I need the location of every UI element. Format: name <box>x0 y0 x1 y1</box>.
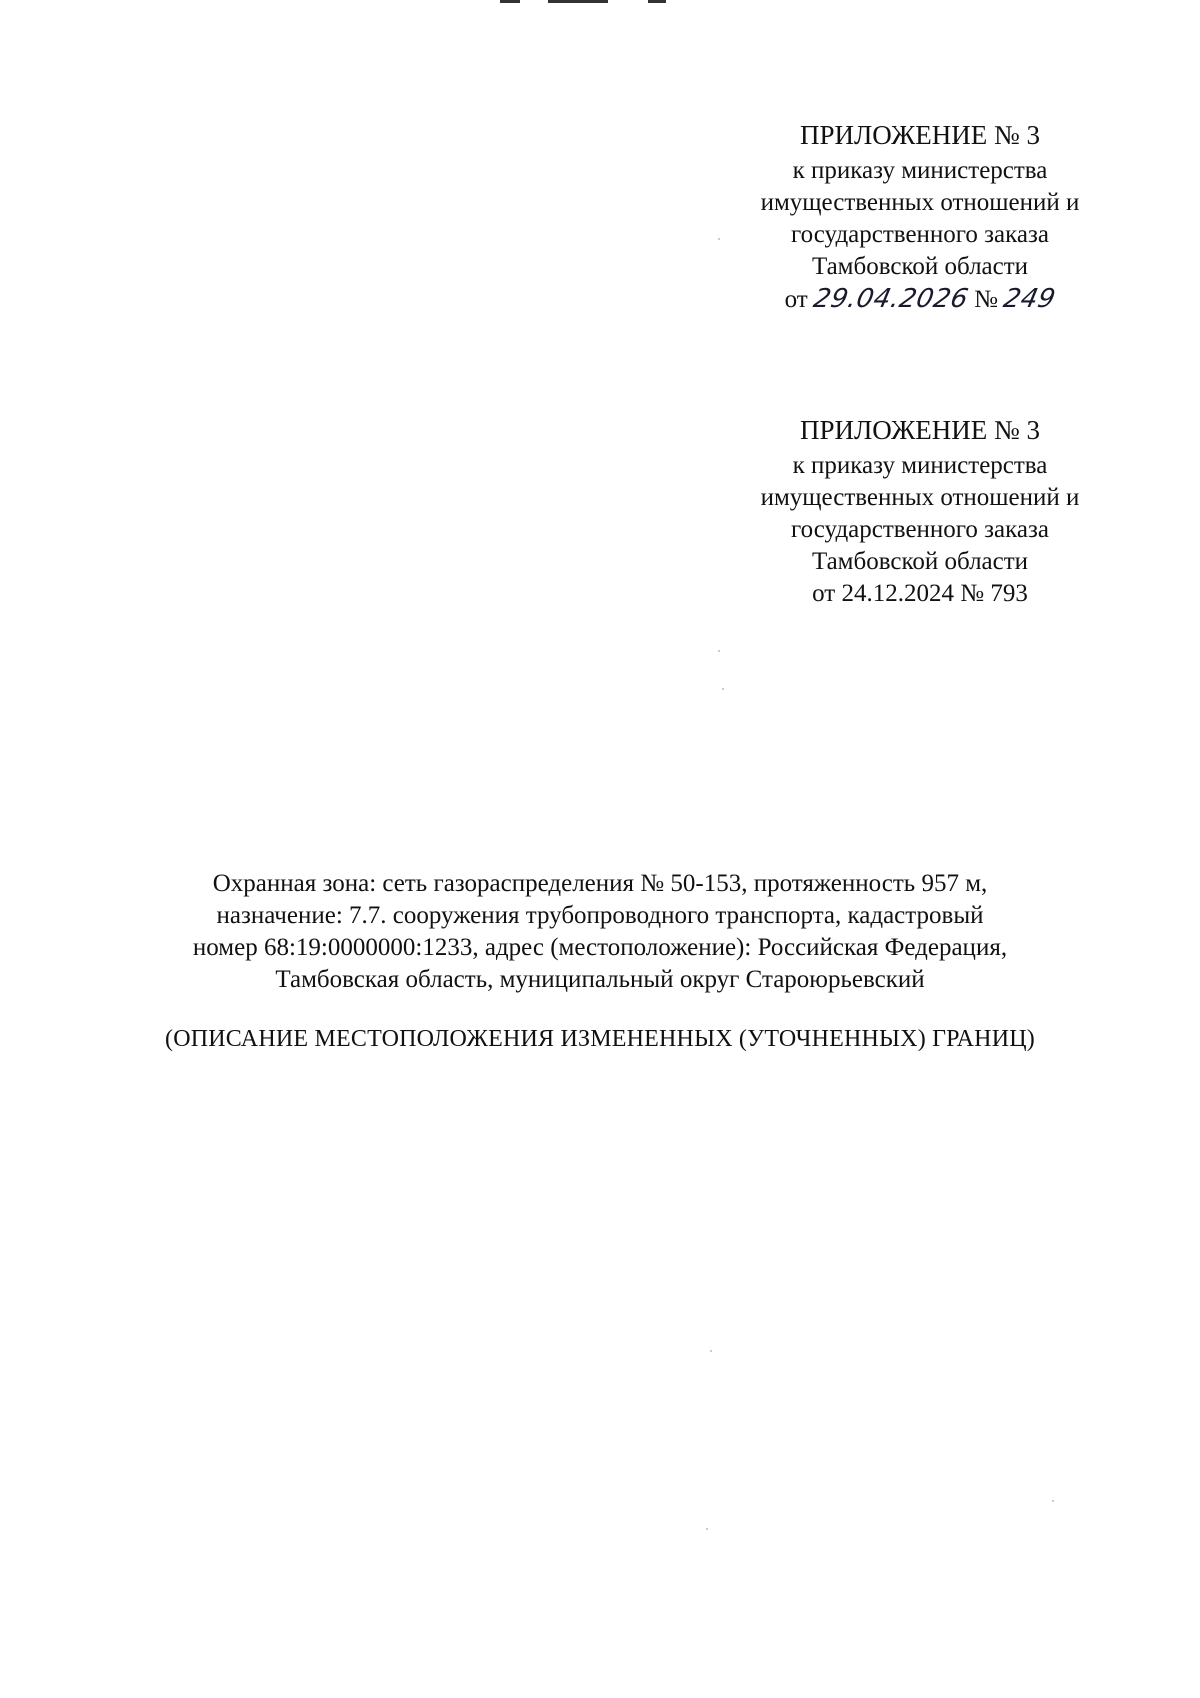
appendix-line: к приказу министерства <box>792 452 1048 479</box>
title-line: назначение: 7.7. сооружения трубопроводного транспорта, кадастровый <box>216 902 984 929</box>
appendix-line: государственного заказа <box>791 221 1049 248</box>
scan-edge-marks <box>500 0 670 6</box>
appendix-heading: ПРИЛОЖЕНИЕ № 3 <box>799 120 1041 150</box>
title-line: Охранная зона: сеть газораспределения № 50-153, протяженность 957 м, <box>212 870 988 897</box>
document-subtitle: (ОПИСАНИЕ МЕСТОПОЛОЖЕНИЯ ИЗМЕНЕННЫХ (УТОЧНЕННЫХ) ГРАНИЦ) <box>165 1026 1035 1052</box>
appendix-header-current <box>720 117 1120 316</box>
date-prefix: от <box>784 286 808 313</box>
scan-speck <box>722 688 724 690</box>
title-line: номер 68:19:0000000:1233, адрес (местоположение): Российская Федерация, <box>192 934 1008 961</box>
handwritten-number: 249 <box>1001 284 1059 314</box>
appendix-date-line <box>720 283 1120 316</box>
appendix-line: Тамбовской области <box>811 548 1029 575</box>
appendix-date-line: от 24.12.2024 № 793 <box>812 580 1028 607</box>
appendix-line: к приказу министерства <box>792 157 1048 184</box>
appendix-line: государственного заказа <box>791 516 1049 543</box>
scan-speck <box>718 650 720 652</box>
title-line: Тамбовская область, муниципальный округ Староюрьевский <box>275 966 925 993</box>
scan-speck <box>1052 1500 1054 1502</box>
appendix-line: Тамбовской области <box>811 253 1029 280</box>
appendix-line: имущественных отношений и <box>760 189 1080 216</box>
scan-speck <box>706 1528 708 1530</box>
handwritten-date: 29.04.2026 <box>810 284 972 314</box>
scan-speck <box>718 238 720 240</box>
appendix-heading: ПРИЛОЖЕНИЕ № 3 <box>799 415 1041 445</box>
appendix-line: имущественных отношений и <box>760 484 1080 511</box>
appendix-header-previous <box>720 412 1120 610</box>
number-prefix: № <box>974 286 998 313</box>
document-title <box>150 868 1050 996</box>
scan-speck <box>710 1350 712 1352</box>
